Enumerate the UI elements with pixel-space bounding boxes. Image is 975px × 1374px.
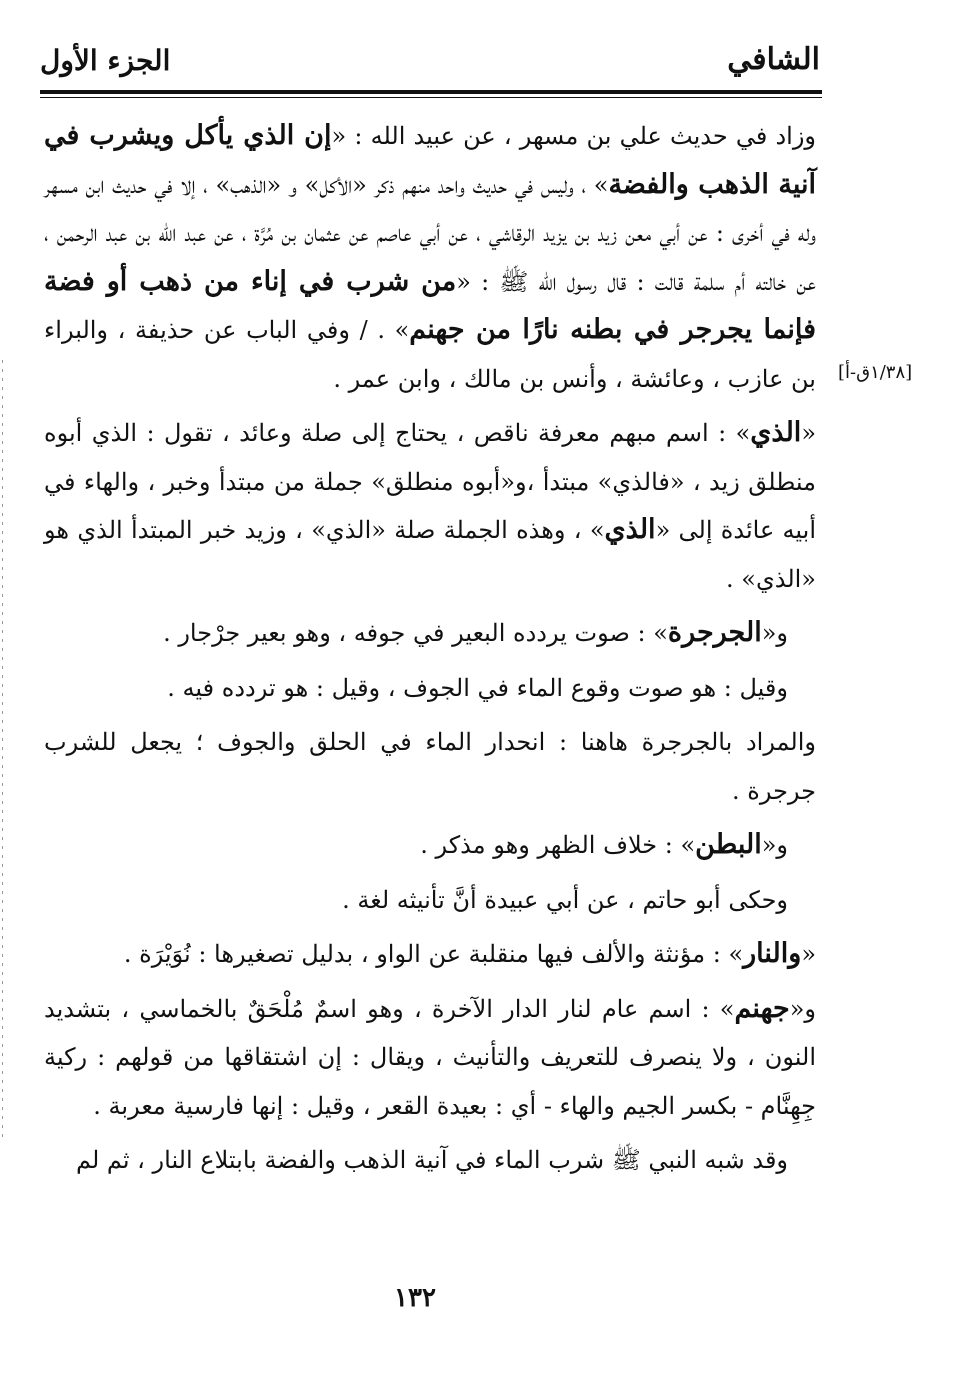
term-heading: البطن [695,829,762,860]
term-heading: الجرجرة [667,617,762,648]
text-run: وزاد في حديث علي بن مسهر ، عن عبيد الله : « [331,122,817,150]
text-run: و« [789,994,816,1023]
paragraph-4: وقيل : هو صوت وقوع الماء في الجوف ، وقيل : هو تردده فيه . [167,673,788,702]
term-heading: جهنم [734,992,790,1024]
hadith-text: إن الذي يأكل ويشرب في آنية الذهب والفضة [44,120,816,200]
paragraph-10: وقد شبه النبي ﷺ شرب الماء في آنية الذهب والفضة بابتلاع النار ، ثم لم [75,1146,788,1174]
paragraph-2 [44,409,816,603]
text-run: » : صوت يردده البعير في جوفه ، وهو بعير جرْجار . [163,619,668,647]
paragraph-1 [44,112,816,403]
paragraph-6 [44,821,816,870]
running-header [40,38,820,90]
text-run: » : مؤنثة والألف فيها منقلبة عن الواو ، بدليل تصغيرها : نُوَيْرَة . [123,940,744,968]
term-heading: والنار [743,938,802,969]
paragraph-8 [44,930,816,979]
term-heading: الذي [750,417,802,448]
body-text [44,112,816,1191]
paragraph-9 [44,985,816,1131]
text-run: « [801,940,816,968]
header-rule [40,90,822,94]
text-run: » ، وهذه الجملة صلة «الذي» ، وزيد خبر المبتدأ الذي هو «الذي» . [44,516,816,593]
text-run: » : اسم عام لنار الدار الآخرة ، وهو اسمٌ مُلْحَقٌ بالخماسي ، بتشديد النون ، ولا ينصرف للتعريف والتأنيث ، ويقال : إن اشتقاقها من قولهم : ركية جِهِنَّام - بكسر الجيم والهاء - أي : بعيدة القعر ، وقيل : إنها فارسية معربة . [44,994,816,1120]
header-rule-thin [40,97,822,98]
paragraph-7: وحكى أبو حاتم ، عن أبي عبيدة أنَّ تأنيثه لغة . [342,885,788,914]
term-emphasis: الذي [604,514,656,545]
text-run: » . / وفي الباب عن حذيفة ، والبراء بن عازب ، وعائشة ، وأنس بن مالك ، وابن عمر . [44,316,816,393]
margin-note: [١/٣٨ق-أ] [838,362,913,383]
text-run: » ، وليس في حديث واحد منهم ذكر «الأكل» و «الذهب» ، إلا في حديث ابن مسهر وله في أخرى : عن أبي معن زيد بن يزيد الرقاشي ، عن أبي عاصم عن عثمان بن مُرَّة ، عن عبد الله بن عبد الرحمن ، عن خالته أم سلمة قالت : قال رسول الله ﷺ : « [44,170,817,296]
paragraph-3 [44,609,816,658]
paragraph-5: والمراد بالجرجرة هاهنا : انحدار الماء في الحلق والجوف ؛ يجعل للشرب جرجرة . [44,728,817,805]
hadith-text: من شرب في إناء من ذهب أو فضة فإنما يجرجر في بطنه نارًا من جهنم [44,265,817,345]
page-number: ١٣٢ [394,1283,436,1313]
text-run: « [801,419,816,447]
book-title: الشافي [727,42,820,77]
text-run: » : خلاف الظهر وهو مذكر . [420,831,696,859]
text-run: و« [761,619,788,647]
text-run: » : اسم مبهم معرفة ناقص ، يحتاج إلى صلة وعائد ، تقول : الذي أبوه منطلق زيد ، «فالذي» مبتدأ ،و«أبوه منطلق» جملة من مبتدأ وخبر ، والهاء في أبيه عائدة إلى « [44,419,816,544]
text-run: و« [761,831,788,859]
scan-edge-mark [2,360,3,1140]
volume-label: الجزء الأول [40,44,171,77]
